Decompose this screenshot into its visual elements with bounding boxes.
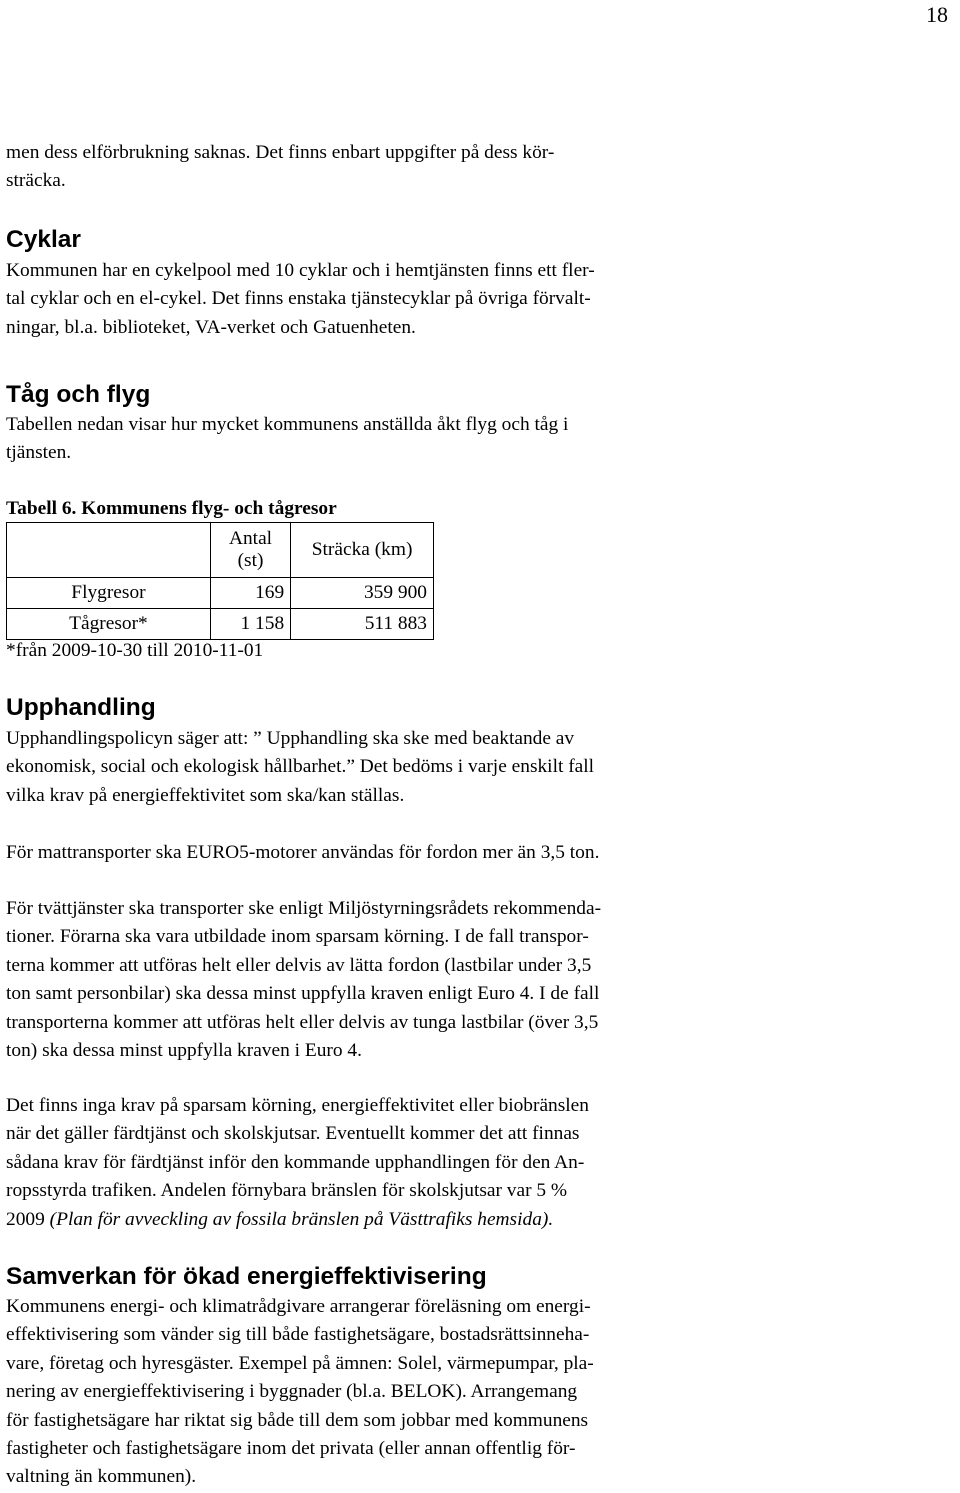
tag-och-flyg-paragraph — [6, 411, 766, 468]
text-line: fastigheter och fastighetsägare inom det privata (eller annan offentlig för- — [6, 1438, 576, 1460]
text-line: tal cyklar och en el-cykel. Det finns enstaka tjänstecyklar på övriga förvalt- — [6, 288, 591, 310]
header-empty-cell — [7, 523, 211, 578]
upphandling-paragraph-3 — [6, 895, 766, 1065]
row-stracka: 511 883 — [291, 609, 434, 640]
row-antal: 1 158 — [210, 609, 290, 640]
header-stracka: Sträcka (km) — [291, 523, 434, 578]
upphandling-paragraph-2: För mattransporter ska EURO5-motorer användas för fordon mer än 3,5 ton. — [6, 842, 600, 863]
heading-samverkan: Samverkan för ökad energieffektivisering — [6, 1263, 487, 1290]
heading-upphandling: Upphandling — [6, 694, 156, 721]
text-line: terna kommer att utföras helt eller delvis av lätta fordon (lastbilar under 3,5 — [6, 954, 592, 976]
travel-table — [6, 522, 434, 640]
samverkan-paragraph — [6, 1293, 766, 1492]
table-header-row — [7, 523, 434, 578]
text-line: valtning än kommunen). — [6, 1466, 197, 1488]
header-antal-line1: Antal — [228, 528, 273, 549]
table-row — [7, 578, 434, 609]
text-line: Kommunens energi- och klimatrådgivare arrangerar föreläsning om energi- — [6, 1296, 591, 1317]
text-line: Tabellen nedan visar hur mycket kommunens anställda åkt flyg och tåg i — [6, 414, 569, 435]
page-number: 18 — [926, 2, 948, 27]
text-line: tioner. Förarna ska vara utbildade inom sparsam körning. I de fall transpor- — [6, 926, 589, 948]
text-line: För tvättjänster ska transporter ske enligt Miljöstyrningsrådets rekommenda- — [6, 898, 602, 919]
text-line: sådana krav för färdtjänst inför den kommande upphandlingen för den An- — [6, 1151, 585, 1173]
text-line: Det finns inga krav på sparsam körning, energieffektivitet eller biobränslen — [6, 1095, 589, 1116]
row-stracka: 359 900 — [291, 578, 434, 609]
text-line: transporterna kommer att utföras helt eller delvis av tunga lastbilar (över 3,5 — [6, 1011, 599, 1033]
intro-paragraph — [6, 139, 766, 196]
text-line: sträcka. — [6, 170, 66, 192]
text-line: ropsstyrda trafiken. Andelen förnybara bränslen för skolskjutsar var 5 % — [6, 1180, 568, 1202]
table-row — [7, 609, 434, 640]
text-line: Upphandlingspolicyn säger att: ” Upphandling ska ske med beaktande av — [6, 728, 575, 749]
header-antal — [210, 523, 290, 578]
text-line: för fastighetsägare har riktat sig både till dem som jobbar med kommunens — [6, 1409, 589, 1431]
text-line: ningar, bl.a. biblioteket, VA-verket och Gatuenheten. — [6, 316, 416, 338]
source-reference: (Plan för avveckling av fossila bränslen på Västtrafiks hemsida). — [49, 1208, 554, 1230]
cyklar-paragraph — [6, 257, 766, 342]
row-label: Flygresor — [7, 578, 211, 609]
text-line: när det gäller färdtjänst och skolskjutsar. Eventuellt kommer det att finnas — [6, 1123, 580, 1145]
text-line: tjänsten. — [6, 442, 72, 464]
text-line: ekonomisk, social och ekologisk hållbarhet.” Det bedöms i varje enskilt fall — [6, 756, 595, 778]
upphandling-paragraph-1 — [6, 725, 766, 810]
table-caption: Tabell 6. Kommunens flyg- och tågresor — [6, 498, 337, 519]
row-label: Tågresor* — [7, 609, 211, 640]
text-line: men dess elförbrukning saknas. Det finns enbart uppgifter på dess kör- — [6, 142, 555, 163]
upphandling-paragraph-4 — [6, 1092, 766, 1234]
text-line: ton samt personbilar) ska dessa minst uppfylla kraven enligt Euro 4. I de fall — [6, 983, 600, 1005]
text-line: vare, företag och hyresgäster. Exempel på ämnen: Solel, värmepumpar, pla- — [6, 1352, 594, 1374]
text-line: Kommunen har en cykelpool med 10 cyklar och i hemtjänsten finns ett fler- — [6, 260, 595, 281]
text-line-prefix: 2009 — [6, 1208, 50, 1230]
text-line: effektivisering som vänder sig till både fastighetsägare, bostadsrättsinneha- — [6, 1324, 590, 1346]
table-footnote: *från 2009-10-30 till 2010-11-01 — [6, 640, 264, 661]
text-line: vilka krav på energieffektivitet som ska/kan ställas. — [6, 784, 405, 806]
row-antal: 169 — [210, 578, 290, 609]
heading-cyklar: Cyklar — [6, 226, 81, 253]
header-antal-line2: (st) — [237, 550, 264, 571]
text-line: nering av energieffektivisering i byggnader (bl.a. BELOK). Arrangemang — [6, 1381, 578, 1403]
text-line: ton) ska dessa minst uppfylla kraven i Euro 4. — [6, 1040, 362, 1062]
heading-tag-och-flyg: Tåg och flyg — [6, 381, 151, 408]
